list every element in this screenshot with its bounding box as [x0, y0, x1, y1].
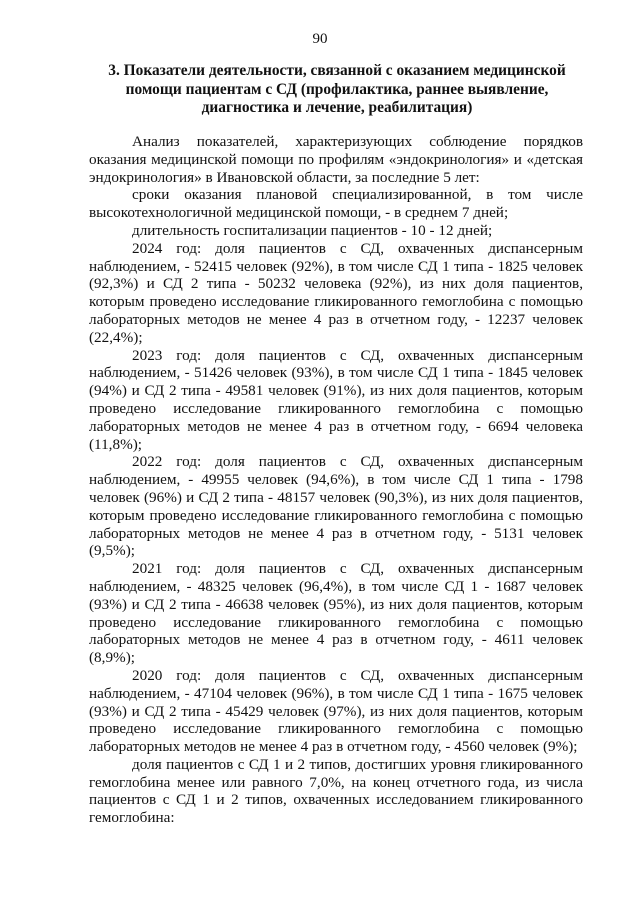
paragraph-year-2023: 2023 год: доля пациентов с СД, охваченных диспансерным наблюдением, - 51426 человек (93%), в том числе СД 1 типа - 1845 человек (94%) и СД 2 типа - 49581 человек (91%), из них доля пациентов, которым проведено исследование гликированного гемоглобина с помощью лабораторных методов не менее 4 раз в отчетном году, - 6694 человека (11,8%);	[89, 346, 583, 453]
paragraph-year-2020: 2020 год: доля пациентов с СД, охваченных диспансерным наблюдением, - 47104 человек (96%), в том числе СД 1 типа - 1675 человек (93%) и СД 2 типа - 45429 человек (97%), из них доля пациентов, которым проведено исследование гликированного гемоглобина с помощью лабораторных методов не менее 4 раз в отчетном году, - 4560 человек (9%);	[89, 666, 583, 756]
paragraph-intro: Анализ показателей, характеризующих соблюдение порядков оказания медицинской помощи по профилям «эндокринология» и «детская эндокринология» в Ивановской области, за последние 5 лет:	[89, 133, 583, 186]
document-body	[89, 133, 583, 827]
paragraph-year-2022: 2022 год: доля пациентов с СД, охваченных диспансерным наблюдением, - 49955 человек (94,6%), в том числе СД 1 типа - 1798 человек (96%) и СД 2 типа - 48157 человек (90,3%), из них доля пациентов, которым проведено исследование гликированного гемоглобина с помощью лабораторных методов не менее 4 раз в отчетном году, - 5131 человек (9,5%);	[89, 453, 583, 560]
section-heading: 3. Показатели деятельности, связанной с оказанием медицинской помощи пациентам с СД (профилактика, раннее выявление, диагностика и лечение, реабилитация)	[108, 62, 566, 116]
paragraph-care-timing: сроки оказания плановой специализированной, в том числе высокотехнологичной медицинской помощи, - в среднем 7 дней;	[89, 186, 583, 222]
paragraph-glycated-target: доля пациентов с СД 1 и 2 типов, достигших уровня гликированного гемоглобина менее или равного 7,0%, на конец отчетного года, из числа пациентов с СД 1 и 2 типов, охваченных исследованием гликированного гемоглобина:	[89, 755, 583, 827]
paragraph-hospitalization: длительность госпитализации пациентов - 10 - 12 дней;	[132, 221, 493, 239]
page-number: 90	[312, 31, 328, 47]
paragraph-year-2024: 2024 год: доля пациентов с СД, охваченных диспансерным наблюдением, - 52415 человек (92%), в том числе СД 1 типа - 1825 человек (92,3%) и СД 2 типа - 50232 человека (92%), из них доля пациентов, которым проведено исследование гликированного гемоглобина с помощью лабораторных методов не менее 4 раз в отчетном году, - 12237 человек (22,4%);	[89, 239, 583, 346]
paragraph-year-2021: 2021 год: доля пациентов с СД, охваченных диспансерным наблюдением, - 48325 человек (96,4%), в том числе СД 1 - 1687 человек (93%) и СД 2 типа - 46638 человек (95%), из них доля пациентов, которым проведено исследование гликированного гемоглобина с помощью лабораторных методов не менее 4 раз в отчетном году, - 4611 человек (8,9%);	[89, 560, 583, 667]
